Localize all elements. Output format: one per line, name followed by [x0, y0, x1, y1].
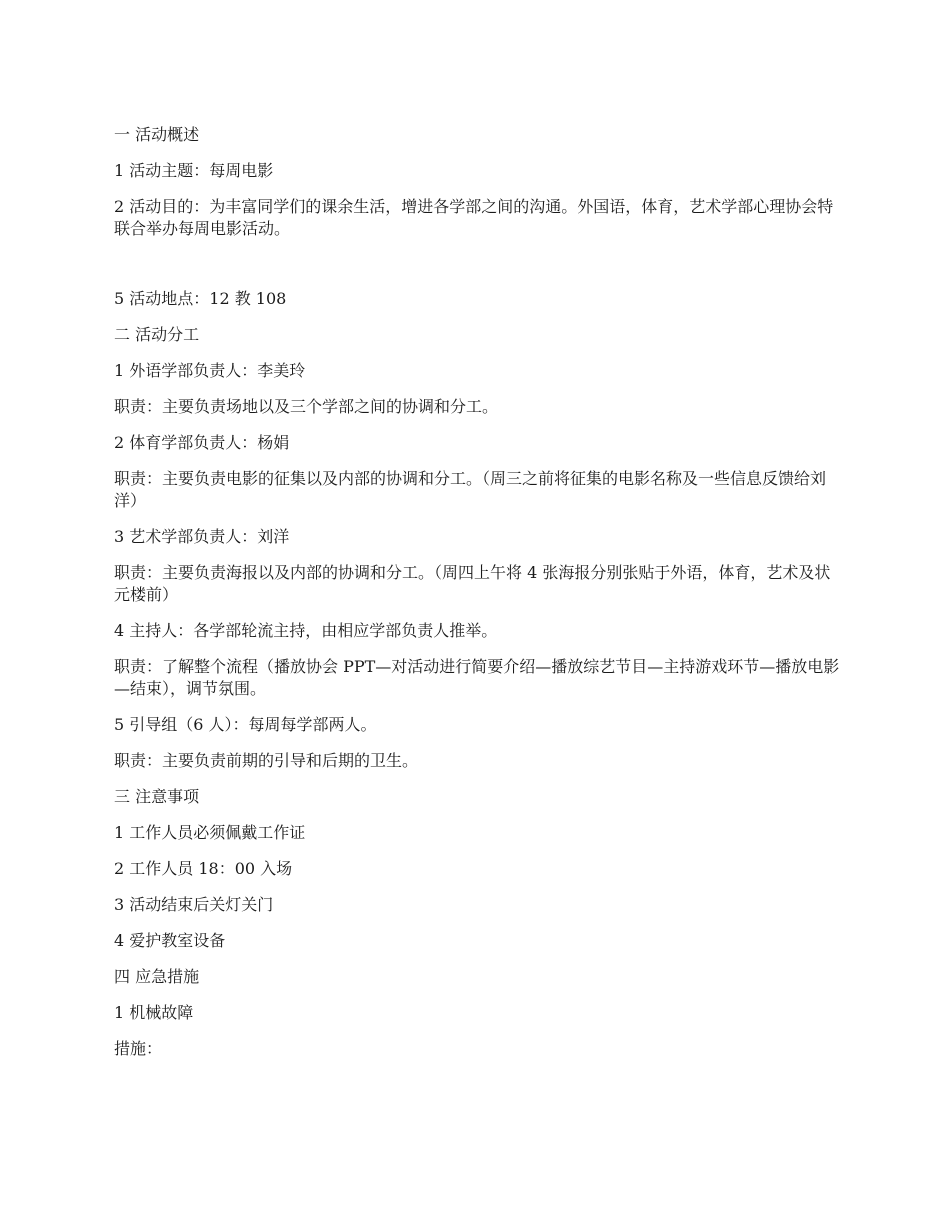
emergency-item: 1 机械故障 [114, 1003, 194, 1022]
guide-group: 5 引导组（6 人）：每周每学部两人。 [114, 715, 377, 734]
guide-duty: 职责：主要负责前期的引导和后期的卫生。 [114, 751, 419, 770]
emergency-measures: 措施： [114, 1039, 163, 1058]
note-item: 1 工作人员必须佩戴工作证 [114, 823, 306, 842]
activity-location: 5 活动地点：12 教 108 [114, 289, 287, 308]
section-heading-notes: 三 注意事项 [114, 787, 200, 806]
arts-duty: 职责：主要负责海报以及内部的协调和分工。（周四上午将 4 张海报分别张贴于外语，体育，艺术及状元楼前） [114, 563, 831, 604]
sports-lead: 2 体育学部负责人：杨娟 [114, 433, 290, 452]
document-body [114, 124, 842, 1074]
arts-lead: 3 艺术学部负责人：刘洋 [114, 527, 290, 546]
blank-gap [114, 254, 842, 288]
note-item: 4 爱护教室设备 [114, 931, 226, 950]
section-heading-division: 二 活动分工 [114, 325, 200, 344]
sports-duty: 职责：主要负责电影的征集以及内部的协调和分工。（周三之前将征集的电影名称及一些信息反馈给刘洋） [114, 469, 827, 510]
foreign-language-lead: 1 外语学部负责人：李美玲 [114, 361, 306, 380]
host-duty: 职责：了解整个流程（播放协会 PPT—对活动进行简要介绍—播放综艺节目—主持游戏环节—播放电影—结束），调节氛围。 [114, 657, 840, 698]
foreign-language-duty: 职责：主要负责场地以及三个学部之间的协调和分工。 [114, 397, 499, 416]
section-heading-overview: 一 活动概述 [114, 125, 200, 144]
section-heading-emergency: 四 应急措施 [114, 967, 200, 986]
note-item: 2 工作人员 18：00 入场 [114, 859, 293, 878]
activity-theme: 1 活动主题：每周电影 [114, 161, 274, 180]
activity-purpose: 2 活动目的：为丰富同学们的课余生活，增进各学部之间的沟通。外国语，体育，艺术学部心理协会特联合举办每周电影活动。 [114, 197, 834, 238]
host-info: 4 主持人：各学部轮流主持，由相应学部负责人推举。 [114, 621, 498, 640]
note-item: 3 活动结束后关灯关门 [114, 895, 274, 914]
